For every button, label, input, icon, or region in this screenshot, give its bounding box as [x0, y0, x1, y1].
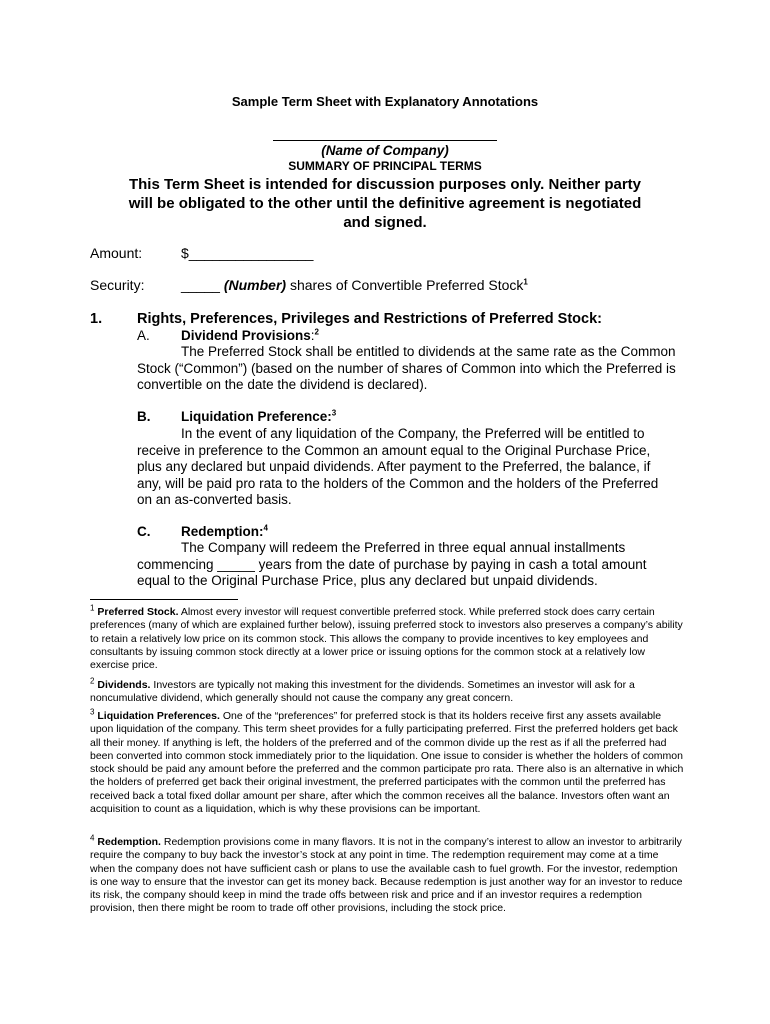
subsection-a-heading: Dividend Provisions:$^2$ [181, 327, 319, 343]
subsection-b-letter: B. [137, 409, 151, 424]
disclaimer: This Term Sheet is intended for discussion purposes only. Neither party will be obligated to the other until the definitive agreement is negotiated and signed. [128, 176, 642, 231]
footnote-4: $^4$ Redemption. Redemption provisions come in many flavors. It is not in the company’s interest to allow an investor to arbitrarily require the company to buy back the investor’s stock at any point in time. The redemption requirement may come at a time when the company does not have sufficient cash or plans to use the available cash to fuel growth. For the investor, redemption is one way to ensure that the investor can get its money back. Because redemption is just another way for an investor to reduce its risk, the company should keep in mind the trade offs between risk and price and if an investor requires a redemption provision, then there might be room to trade off other provisions, including the stock price. [90, 833, 683, 915]
subsection-b-title: Liquidation Preference: [181, 409, 332, 424]
subsection-b-text: In the event of any liquidation of the Company, the Preferred will be entitled to receive in preference to the Common an amount equal to the Original Purchase Price, plus any declared but unpaid dividends. After payment to the Preferred, the balance, if any, will be paid pro rata to the holders of the Common and the holders of the Preferred on an as-converted basis. [137, 426, 659, 508]
company-name: (Name of Company) [321, 143, 449, 158]
footnote-ref-2: 2 [314, 327, 319, 337]
subsection-c-letter: C. [137, 524, 151, 539]
summary-heading: SUMMARY OF PRINCIPAL TERMS [288, 159, 482, 173]
amount-value: $________________ [181, 245, 314, 261]
company-name-blank-line [273, 140, 497, 141]
footnote-1: $^1$ Preferred Stock. Almost every investor will request convertible preferred stock. While preferred stock does carry certain preferences (many of which are explained further below), issuing preferred stock to investors also preserves a company’s ability to retain a relatively low price on its common stock. This allows the company to provide incentives to key employees and consultants by issuing common stock directly at a lower price or issuing options for the common stock at a relatively low exercise price. [90, 603, 683, 672]
security-number: (Number) [223, 277, 287, 293]
section-number: 1. [90, 311, 103, 327]
subsection-c-text: The Company will redeem the Preferred in three equal annual installments commencing _____ years from the date of purchase by paying in cash a total amount equal to the Original Purchase Price, plus any declared but unpaid dividends. [137, 540, 647, 589]
subsection-c-title: Redemption: [181, 524, 264, 539]
footnote-2: $^2$ Dividends. Investors are typically not making this investment for the dividends. Sometimes an investor will ask for a noncumulative dividend, which generally should not cause the company any great concern. [90, 676, 635, 705]
document-title: Sample Term Sheet with Explanatory Annotations [231, 94, 539, 109]
footnote-ref-4: 4 [263, 523, 268, 533]
subsection-a-text: The Preferred Stock shall be entitled to dividends at the same rate as the Common Stock (“Common”) (based on the number of shares of Common into which the Preferred is convertible on the date the dividend is declared). [137, 344, 676, 393]
footnote-separator [90, 599, 238, 600]
amount-label: Amount: [90, 245, 143, 261]
subsection-a-title: Dividend Provisions [181, 328, 311, 343]
subsection-b-heading [181, 409, 336, 424]
section-title: Rights, Preferences, Privileges and Restrictions of Preferred Stock: [137, 311, 602, 327]
security-label: Security: [90, 277, 145, 293]
security-value [181, 277, 528, 293]
security-description: shares of Convertible Preferred Stock [286, 277, 524, 293]
footnote-3: $^3$ Liquidation Preferences. One of the “preferences” for preferred stock is that its holders receive first any assets available upon liquidation of the company. This term sheet provides for a fully participating preferred. First the preferred holders get back all their money. If anything is left, the holders of the preferred and of the common divide up the rest as if all the preferred had been converted into common stock immediately prior to the liquidation. One issue to consider is whether the holders of common stock should be paid any amount before the preferred and the common participate pro rata. There also is an alternative in which the holders of preferred get back their original investment, the preferred participates with the common until the preferred has received back a total fixed dollar amount per share, after which the common receives all the balance. Investors often want an acquisition to count as a liquidation, which is why these provisions can be important. [90, 707, 684, 816]
footnote-ref-1: 1 [523, 277, 528, 287]
subsection-a-letter: A. [137, 328, 150, 343]
security-blank: _____ [181, 277, 224, 293]
footnote-ref-3: 3 [331, 408, 337, 418]
subsection-c-heading [181, 524, 268, 539]
